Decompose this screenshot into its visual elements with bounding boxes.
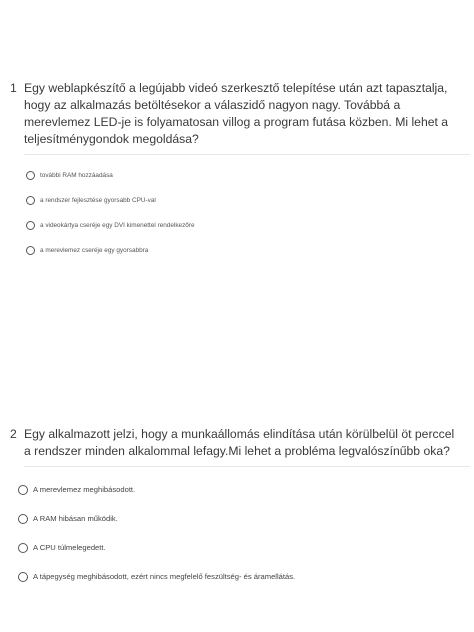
option-label: a videokártya cseréje egy DVI kimenettel rendelkezőre: [40, 222, 195, 229]
question-2-divider: [24, 466, 470, 467]
option-label: további RAM hozzáadása: [40, 172, 113, 179]
question-2-option-3[interactable]: [0, 533, 474, 562]
question-2-header: [0, 426, 474, 460]
question-1-option-4[interactable]: [0, 238, 474, 263]
option-label: A merevlemez meghibásodott.: [33, 485, 136, 494]
question-1-option-1[interactable]: [0, 163, 474, 188]
question-1-option-2[interactable]: [0, 188, 474, 213]
question-2-number: 2: [10, 427, 17, 441]
radio-icon[interactable]: [18, 514, 28, 524]
radio-icon[interactable]: [26, 196, 35, 205]
question-2: [0, 426, 474, 591]
radio-icon[interactable]: [26, 246, 35, 255]
option-label: a rendszer fejlesztése gyorsabb CPU-val: [40, 197, 156, 204]
question-2-options: [0, 475, 474, 591]
question-2-text: Egy alkalmazott jelzi, hogy a munkaállomás elindítása után körülbelül öt perccel a rendszer minden alkalommal lefagy.Mi lehet a probléma legvalószínűbb oka?: [24, 427, 455, 458]
radio-icon[interactable]: [26, 171, 35, 180]
radio-icon[interactable]: [18, 572, 28, 582]
question-1-divider: [24, 154, 470, 155]
question-1-header: [0, 80, 474, 148]
question-1: [0, 80, 474, 263]
question-1-number: 1: [10, 81, 17, 95]
radio-icon[interactable]: [18, 485, 28, 495]
question-1-text: Egy weblapkészítő a legújabb videó szerkesztő telepítése után azt tapasztalja, hogy az alkalmazás betöltésekor a válaszidő nagyon nagy. Továbbá a merevlemez LED-je is folyamatosan villog a program futása közben. Mi lehet a teljesítménygondok megoldása?: [24, 81, 449, 146]
question-2-option-1[interactable]: [0, 475, 474, 504]
radio-icon[interactable]: [26, 221, 35, 230]
question-2-option-4[interactable]: [0, 562, 474, 591]
option-label: A CPU túlmelegedett.: [33, 543, 106, 552]
question-2-option-2[interactable]: [0, 504, 474, 533]
option-label: a merevlemez cseréje egy gyorsabbra: [40, 247, 149, 254]
option-label: A RAM hibásan működik.: [33, 514, 118, 523]
question-1-option-3[interactable]: [0, 213, 474, 238]
option-label: A tápegység meghibásodott, ezért nincs megfelelő feszültség- és áramellátás.: [33, 572, 296, 581]
radio-icon[interactable]: [18, 543, 28, 553]
question-1-options: [0, 163, 474, 263]
